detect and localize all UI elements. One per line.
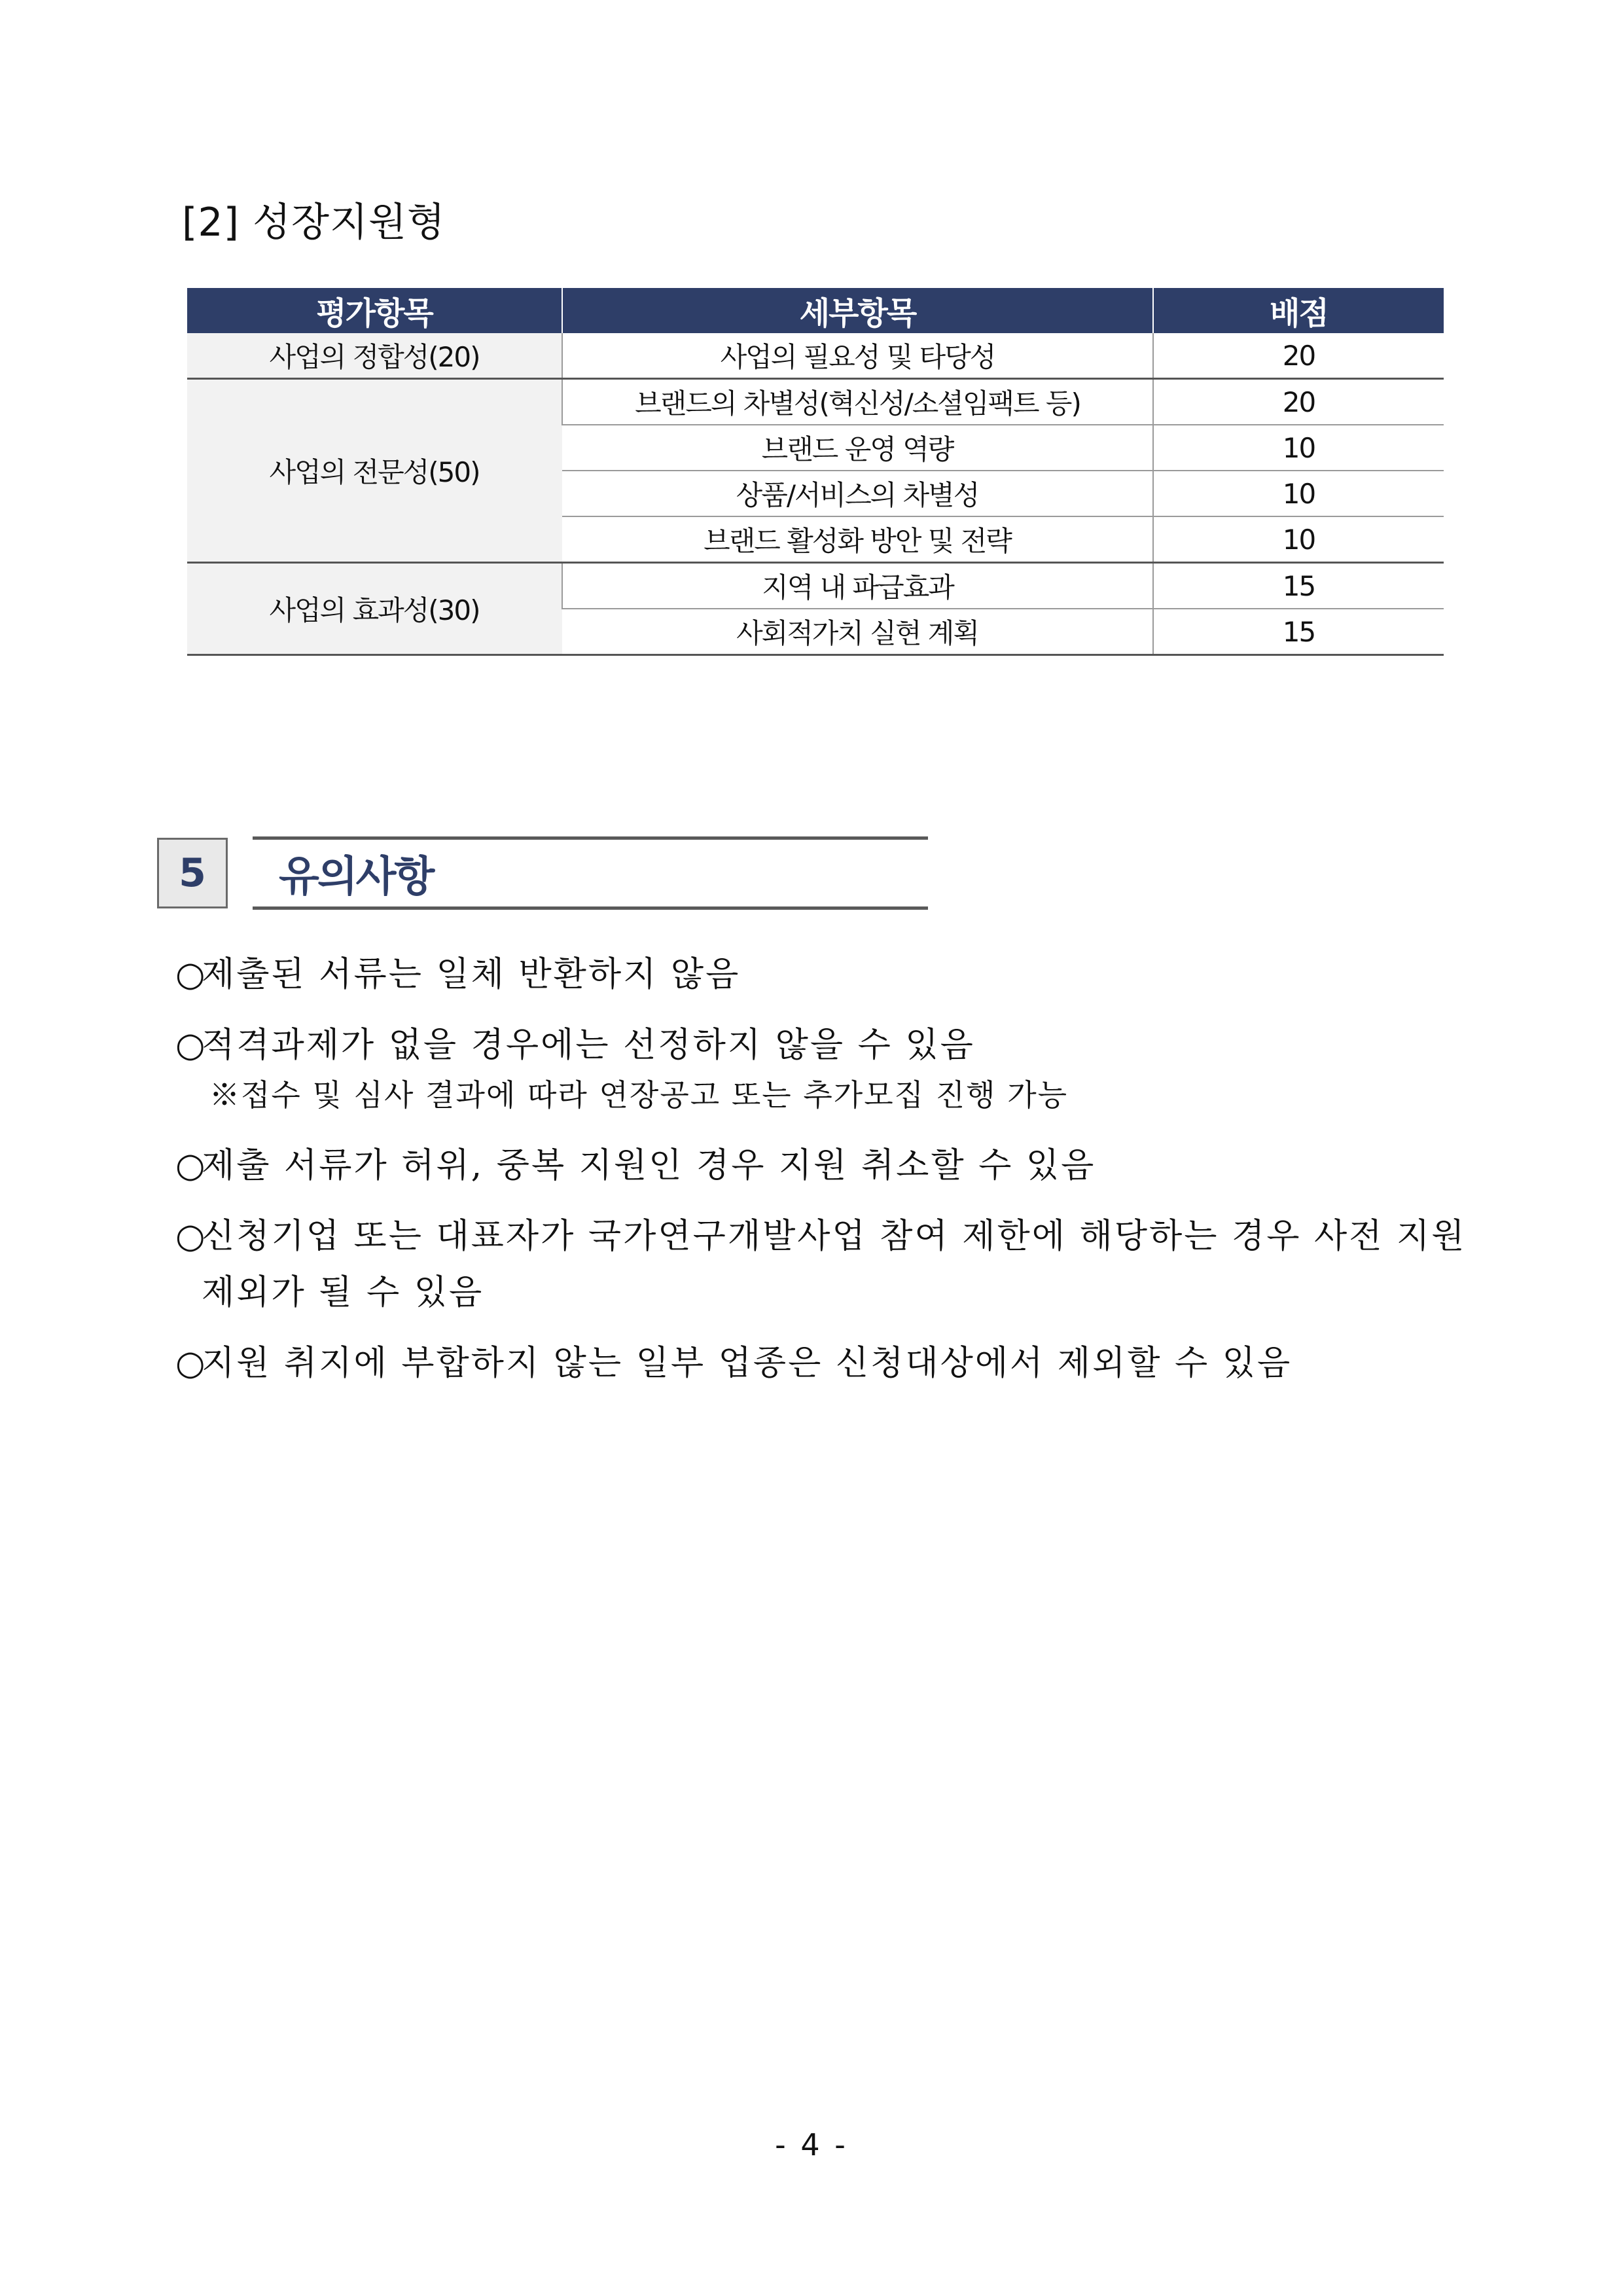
section-heading-text: 유의사항: [279, 853, 433, 901]
sub-note: ※접수 및 심사 결과에 따라 연장공고 또는 추가모집 진행 가능: [209, 1077, 1069, 1113]
detail-cell: 브랜드의 차별성(혁신성/소셜임팩트 등): [562, 379, 1153, 425]
bullet-icon: ○: [175, 1026, 207, 1065]
table-row: [187, 563, 1444, 609]
table-header-row: [187, 288, 1444, 333]
detail-cell: 사업의 필요성 및 타당성: [562, 333, 1153, 379]
score-cell: 20: [1153, 333, 1444, 379]
note-text: 제출 서류가 허위, 중복 지원인 경우 지원 취소할 수 있음: [202, 1146, 1096, 1185]
section-heading: [253, 836, 928, 910]
note-text: 적격과제가 없을 경우에는 선정하지 않을 수 있음: [202, 1026, 975, 1065]
bullet-icon: ○: [175, 1344, 207, 1383]
detail-cell: 브랜드 활성화 방안 및 전략: [562, 516, 1153, 563]
detail-cell: 브랜드 운영 역량: [562, 425, 1153, 471]
list-item: [175, 1138, 1478, 1194]
category-cell: 사업의 효과성(30): [187, 563, 562, 655]
score-cell: 15: [1153, 609, 1444, 655]
score-cell: 20: [1153, 379, 1444, 425]
list-item: [175, 1017, 1478, 1073]
score-cell: 10: [1153, 471, 1444, 516]
detail-cell: 상품/서비스의 차별성: [562, 471, 1153, 516]
section-subtitle: [2] 성장지원형: [182, 200, 446, 245]
list-item: [175, 1208, 1478, 1321]
detail-cell: 사회적가치 실현 계획: [562, 609, 1153, 655]
table-row: [187, 333, 1444, 379]
detail-cell: 지역 내 파급효과: [562, 563, 1153, 609]
category-cell: 사업의 정합성(20): [187, 333, 562, 379]
note-text: 신청기업 또는 대표자가 국가연구개발사업 참여 제한에 해당하는 경우 사전 지원 제외가 될 수 있음: [202, 1217, 1467, 1312]
header-detail: 세부항목: [562, 288, 1153, 333]
score-cell: 15: [1153, 563, 1444, 609]
table-row: [187, 379, 1444, 425]
note-text: 제출된 서류는 일체 반환하지 않음: [202, 955, 741, 994]
note-text: 지원 취지에 부합하지 않는 일부 업종은 신청대상에서 제외할 수 있음: [202, 1344, 1293, 1383]
bullet-icon: ○: [175, 1217, 207, 1256]
evaluation-table: [187, 288, 1444, 656]
list-item: [175, 1335, 1478, 1391]
notes-list: [175, 946, 1478, 1406]
section-number-badge: 5: [157, 838, 228, 908]
category-cell: 사업의 전문성(50): [187, 379, 562, 563]
list-item: [175, 946, 1478, 1003]
header-score: 배점: [1153, 288, 1444, 333]
score-cell: 10: [1153, 516, 1444, 563]
bullet-icon: ○: [175, 955, 207, 994]
bullet-icon: ○: [175, 1146, 207, 1185]
page-number: - 4 -: [775, 2127, 848, 2162]
score-cell: 10: [1153, 425, 1444, 471]
header-category: 평가항목: [187, 288, 562, 333]
